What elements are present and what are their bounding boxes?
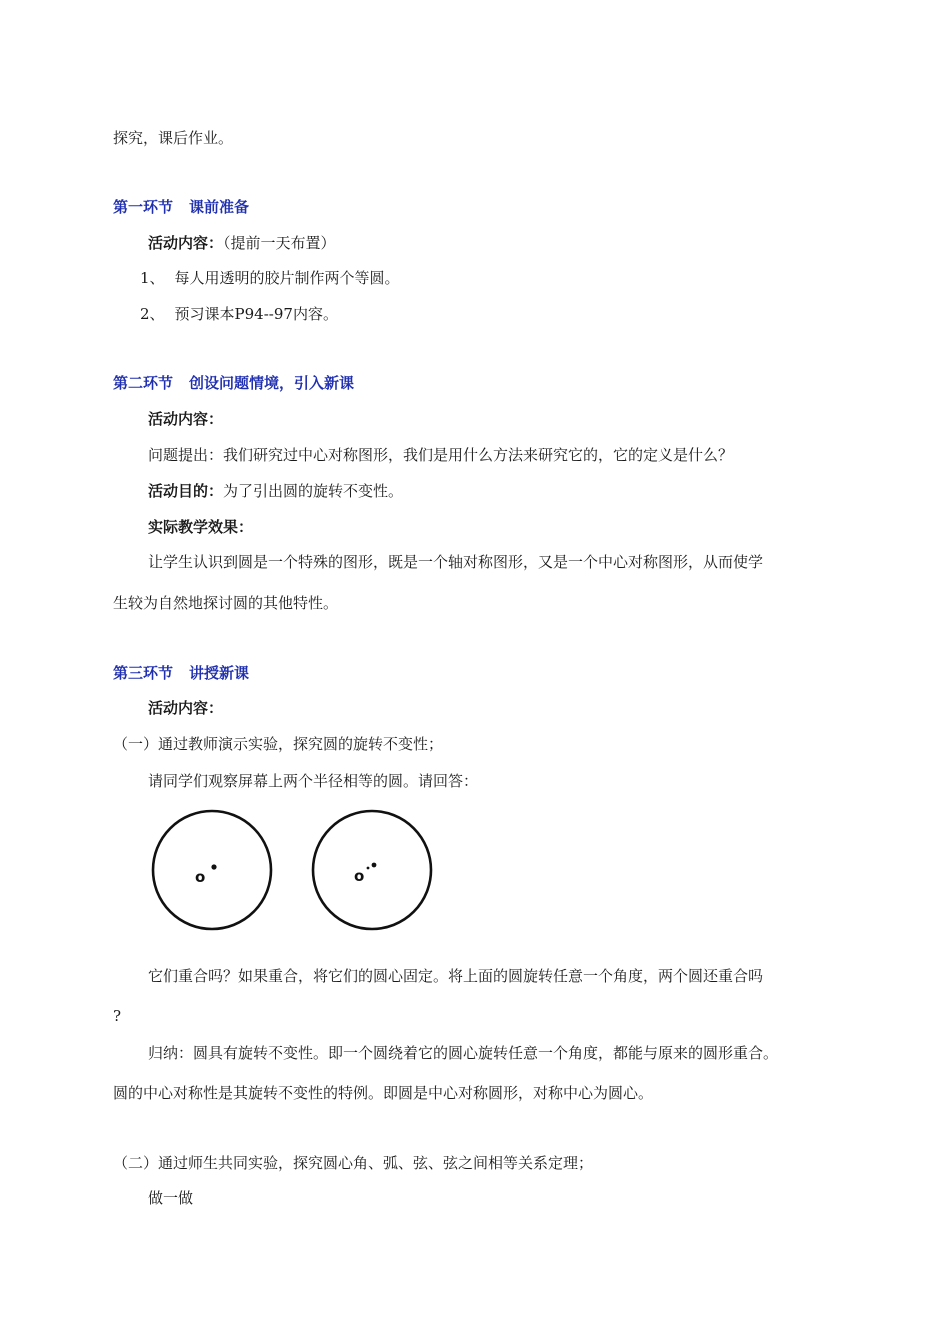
section1-activity-label: 活动内容： bbox=[148, 234, 224, 252]
section3-heading bbox=[113, 663, 249, 683]
section2-purpose-text: 为了引出圆的旋转不变性。 bbox=[223, 482, 404, 500]
section2-title: 创设问题情境，引入新课 bbox=[189, 374, 355, 392]
section1-title: 课前准备 bbox=[189, 198, 250, 216]
section3-part2: （二）通过师生共同实验，探究圆心角、弧、弦、弦之间相等关系定理； bbox=[113, 1154, 594, 1172]
section3-activity-label: 活动内容： bbox=[148, 699, 224, 717]
section2-purpose-label: 活动目的： bbox=[148, 482, 224, 500]
section1-heading bbox=[113, 197, 249, 217]
left-circle bbox=[153, 811, 271, 929]
section1-activity bbox=[148, 233, 336, 253]
section3-do-it: 做一做 bbox=[148, 1189, 194, 1207]
section1-activity-note: （提前一天布置） bbox=[223, 234, 336, 252]
section2-purpose bbox=[148, 481, 403, 501]
left-center-label: o bbox=[195, 868, 206, 886]
item-text: 预习课本P94--97内容。 bbox=[174, 305, 338, 323]
item-number: 2、 bbox=[140, 305, 165, 323]
left-center-dot bbox=[211, 864, 216, 869]
section3-question-line2: ? bbox=[113, 1007, 122, 1025]
section1-item-2 bbox=[140, 304, 338, 324]
section1-item-1 bbox=[140, 268, 400, 288]
two-equal-circles-figure bbox=[148, 808, 438, 934]
section3-question-line1: 它们重合吗？如果重合，将它们的圆心固定。将上面的圆旋转任意一个角度，两个圆还重合吗 bbox=[148, 967, 764, 985]
right-circle-group bbox=[313, 811, 431, 929]
section3-title: 讲授新课 bbox=[189, 664, 250, 682]
section2-heading bbox=[113, 373, 354, 393]
section1-number: 第一环节 bbox=[113, 198, 174, 216]
item-number: 1、 bbox=[140, 269, 165, 287]
section3-summary-line2: 圆的中心对称性是其旋转不变性的特例。即圆是中心对称圆形，对称中心为圆心。 bbox=[113, 1084, 654, 1102]
intro-line: 探究，课后作业。 bbox=[113, 129, 234, 147]
section2-activity-label: 活动内容： bbox=[148, 410, 224, 428]
section3-number: 第三环节 bbox=[113, 664, 174, 682]
section3-part1: （一）通过教师演示实验，探究圆的旋转不变性； bbox=[113, 735, 444, 753]
left-circle-group bbox=[153, 811, 271, 929]
section3-summary-line1: 归纳：圆具有旋转不变性。即一个圆绕着它的圆心旋转任意一个角度，都能与原来的圆形重合。 bbox=[148, 1044, 779, 1062]
section3-observe: 请同学们观察屏幕上两个半径相等的圆。请回答： bbox=[148, 772, 479, 790]
right-center-dot bbox=[372, 863, 377, 868]
section2-effect-line2: 生较为自然地探讨圆的其他特性。 bbox=[113, 594, 339, 612]
section2-effect-label: 实际教学效果： bbox=[148, 518, 254, 536]
right-circle bbox=[313, 811, 431, 929]
section2-effect-line1: 让学生认识到圆是一个特殊的图形，既是一个轴对称图形，又是一个中心对称图形，从而使学 bbox=[148, 553, 764, 571]
section2-question: 问题提出：我们研究过中心对称图形，我们是用什么方法来研究它的，它的定义是什么？ bbox=[148, 446, 734, 464]
right-center-mark bbox=[367, 867, 370, 870]
section2-number: 第二环节 bbox=[113, 374, 174, 392]
item-text: 每人用透明的胶片制作两个等圆。 bbox=[174, 269, 400, 287]
right-center-label: o bbox=[354, 867, 365, 885]
